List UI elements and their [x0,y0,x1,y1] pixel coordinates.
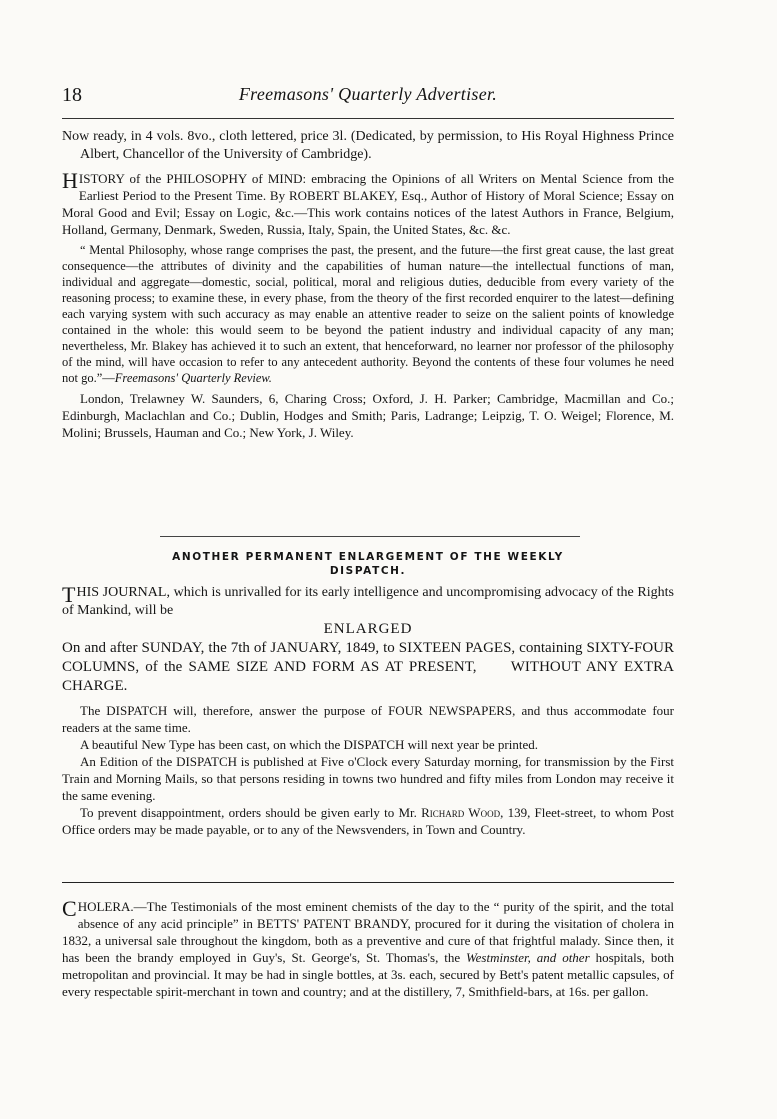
header-rule [62,118,674,119]
blakey-notice: Now ready, in 4 vols. 8vo., cloth lettered, price 3l. (Dedicated, by permission, to His Royal Highness Prince Albert, Chancellor of the University of Cambridge). [62,129,674,162]
page-number: 18 [62,84,82,106]
dispatch-terms-text: On and after SUNDAY, the 7th of JANUARY, 1849, to SIXTEEN PAGES, containing SIXTY-FOUR COLUMNS, of the SAME SIZE AND FORM AS AT PRESENT, [62,640,674,675]
dispatch-title-line1: ANOTHER PERMANENT ENLARGEMENT OF THE WEEKLY [172,551,564,563]
dispatch-para-4 [62,804,674,838]
page-title: Freemasons' Quarterly Advertiser. [238,84,498,104]
dispatch-para-4-end: , 139, Fleet-street, to whom Post Office orders may be made payable, or to any of the Newsvenders, in Town and Country. [62,805,674,837]
running-head [62,84,674,114]
cholera-text [62,898,674,1000]
cholera-advertisement [62,898,674,1000]
blakey-review-source: Freemasons' Quarterly Review. [114,371,272,385]
blakey-description [62,170,674,238]
dispatch-intro-text: HIS JOURNAL, which is unrivalled for its early intelligence and uncompromising advocacy of the Rights of Mankind, will be [62,585,674,618]
dispatch-para-3: An Edition of the DISPATCH is published at Five o'Clock every Saturday morning, for transmission by the First Train and Morning Mails, so that persons residing in towns two hundred and fifty miles from London may receive it the same evening. [62,754,674,803]
drop-cap-t: T [62,582,76,607]
cholera-text-italic: Westminster, and other [466,950,590,965]
blakey-publishers: London, Trelawney W. Saunders, 6, Charing Cross; Oxford, J. H. Parker; Cambridge, Macmillan and Co.; Edinburgh, Maclachlan and Co.; Dublin, Hodges and Smith; Paris, Ladrange; Leipzig, T. O. Weigel; Florence, M. Molini; Brussels, Hauman and Co.; New York, J. Wiley. [62,391,674,440]
blakey-review-text: “ Mental Philosophy, whose range comprises the past, the present, and the future—the first great cause, the last great consequence—the attributes of divinity and the capabilities of human nature—the intellectual functions of man, individual and aggregate—domestic, social, political, moral and religious duties, deducible from every variety of the reasoning process; to examine these, in every phase, from the theory of the first recorded enquirer to the latest—defining each varying system with such accuracy as may enable an attentive reader to seize on the salient points of knowledge contained in the whole: this would seem to be beyond the patient industry and individual capacity of any man; nevertheless, Mr. Blakey has achieved it to such an extent, that henceforward, no learner nor professor of the philosophy of the mind, will have occasion to refer to any antecedent authority. Beyond the contents of these four volumes he need not go.”— [62,243,674,385]
dispatch-intro [62,584,674,620]
dispatch-terms-tail: WITHOUT ANY EXTRA CHARGE. [62,659,674,694]
drop-cap-h: H [62,168,78,193]
dispatch-enlarged: ENLARGED [323,621,413,637]
dispatch-advertisement [62,550,674,838]
drop-cap-c: C [62,896,77,921]
blakey-review [62,242,674,386]
dispatch-title-line2: DISPATCH. [329,565,407,577]
dispatch-para-2: A beautiful New Type has been cast, on which the DISPATCH will next year be printed. [80,737,538,752]
blakey-description-text: ISTORY of the PHILOSOPHY of MIND: embracing the Opinions of all Writers on Mental Science from the Earliest Period to the Present Time. By ROBERT BLAKEY, Esq., Author of History of Moral Science; Essay on Moral Good and Evil; Essay on Logic, &c.—This work contains notices of the latest Authors in France, Belgium, Holland, Germany, Denmark, Sweden, Russia, Italy, Spain, the United States, &c. &c. [62,171,674,237]
cholera-text-end: hospitals, both metropolitan and provincial. It may be had in single bottles, at 3s. each, secured by Bett's patent metallic capsules, of every respectable spirit-merchant in town and country; and at the distillery, 7, Smithfield-bars, at 16s. per gallon. [62,950,675,999]
cholera-text-start: HOLERA.—The Testimonials of the most eminent chemists of the day to the “ purity of the spirit, and the total absence of any acid principle” in BETTS' PATENT BRANDY, procured for it during the visitation of cholera in 1832, a universal sale throughout the kingdom, both as a preventive and cure of that frightful malady. Since then, it has been the brandy employed in Guy's, St. George's, St. Thomas's, the [62,899,674,965]
dispatch-para-4-start: To prevent disappointment, orders should be given early to Mr. [80,805,417,820]
section-divider-2 [62,882,674,883]
dispatch-para-1: The DISPATCH will, therefore, answer the purpose of FOUR NEWSPAPERS, and thus accommodate four readers at the same time. [62,703,674,735]
dispatch-terms [62,639,674,696]
section-divider [160,536,580,537]
blakey-advertisement [62,128,674,441]
dispatch-agent-name: Richard Wood [421,805,501,820]
